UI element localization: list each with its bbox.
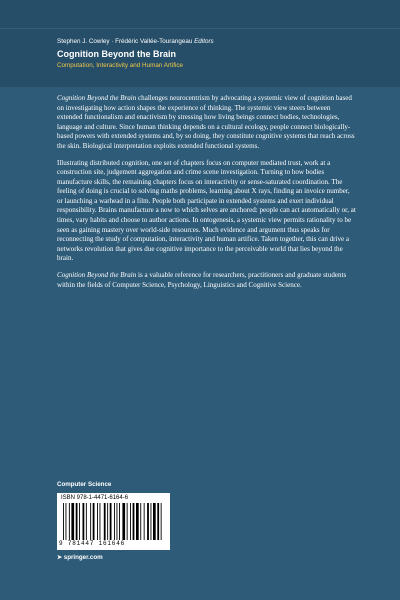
- barcode-bar: [79, 503, 80, 540]
- barcode-bar: [69, 503, 70, 540]
- blurb-paragraph-3: [57, 271, 357, 290]
- arrow-icon: ➤: [57, 555, 63, 561]
- barcode-bar: [93, 503, 95, 540]
- barcode-bar: [161, 503, 162, 540]
- editors-line: [57, 38, 214, 45]
- book-title: Cognition Beyond the Brain: [57, 49, 176, 59]
- barcode-bar: [133, 503, 135, 540]
- book-subtitle: Computation, Interactivity and Human Artifice: [57, 62, 183, 69]
- blurb-text-1: challenges neurocentrism by advocating a systemic view of cognition based on investigating how action shapes the experience of thinking. The systemic view steers between extended functionalism and enactivism by stressing how living beings connect bodies, technologies, language and culture. Since human thinking depends on a cultural ecology, people connect biologically-based powers with extended systems and, by so doing, they constitute cognitive systems that reach across the skin. Biological interpretation exploits extended functional systems.: [57, 94, 355, 150]
- barcode-bar: [127, 503, 128, 540]
- barcode-bar: [76, 503, 78, 540]
- blurb-paragraph-2: Illustrating distributed cognition, one set of chapters focus on computer mediated trust, work at a construction site, judgement aggregation and crime scene investigation. Turning to how bodies manufacture skills, the remaining chapters focus on interactivity or sense-saturated coordination. The feeling of doing is crucial to solving maths problems, learning about X rays, finding an invoice number, or launching a warhead in a film. People both participate in extended systems and exert individual responsibility. Brains manufacture a now to which selves are anchored: people can act automatically or, at times, vary habits and choose to author actions. In ontogenesis, a systemic view permits rationality to be seen as gaining mastery over world-side resources. Much evidence and argument thus speaks for reconnecting the study of computation, interactivity and human artifice. Taken together, this can drive a networks revolution that gives due cognitive importance to the perceivable world that lies beyond the brain.: [57, 158, 356, 263]
- barcode-bar: [100, 503, 101, 540]
- barcode-bar: [97, 503, 98, 540]
- barcode-bar: [117, 503, 118, 540]
- publisher-text: springer.com: [63, 554, 103, 561]
- barcode-bar: [122, 503, 125, 540]
- barcode-bar: [144, 503, 145, 540]
- barcode-bar: [90, 503, 91, 540]
- barcode-bar: [71, 503, 74, 540]
- barcode-bar: [110, 503, 112, 540]
- blurb-title-ref-1: Cognition Beyond the Brain: [57, 94, 137, 102]
- barcode-bar: [83, 503, 85, 540]
- barcode-bar: [63, 503, 64, 540]
- barcode-bar: [119, 503, 120, 540]
- series-label: Computer Science: [57, 481, 112, 488]
- barcode-bar: [136, 503, 139, 540]
- editors-names: Stephen J. Cowley · Frédéric Vallée-Tourangeau: [57, 38, 193, 45]
- back-cover-blurb: [57, 94, 357, 290]
- barcode-digits: 9 781447 161646: [59, 540, 126, 547]
- barcode-bar: [86, 503, 87, 540]
- barcode-bar: [140, 503, 141, 540]
- blurb-title-ref-3: Cognition Beyond the Brain: [57, 271, 137, 280]
- barcode-bar: [147, 503, 149, 540]
- barcode-bar: [107, 503, 108, 540]
- isbn-text: ISBN 978-1-4471-6164-6: [61, 495, 129, 501]
- blurb-paragraph-1: [57, 94, 357, 151]
- blurb-text-3: is a valuable reference for researchers, practitioners and graduate students within the fields of Computer Science, Psychology, Linguistics and Cognitive Science.: [57, 271, 347, 289]
- barcode-bar: [114, 503, 115, 540]
- editors-role: Editors: [194, 38, 214, 45]
- publisher-url: [57, 554, 103, 561]
- barcode-bar: [130, 503, 131, 540]
- isbn-barcode: [57, 493, 170, 550]
- barcode-bars: [57, 503, 170, 540]
- barcode-bar: [104, 503, 106, 540]
- barcode-bar: [151, 503, 152, 540]
- barcode-bar: [153, 503, 156, 540]
- barcode-bar: [66, 503, 67, 540]
- barcode-bar: [157, 503, 159, 540]
